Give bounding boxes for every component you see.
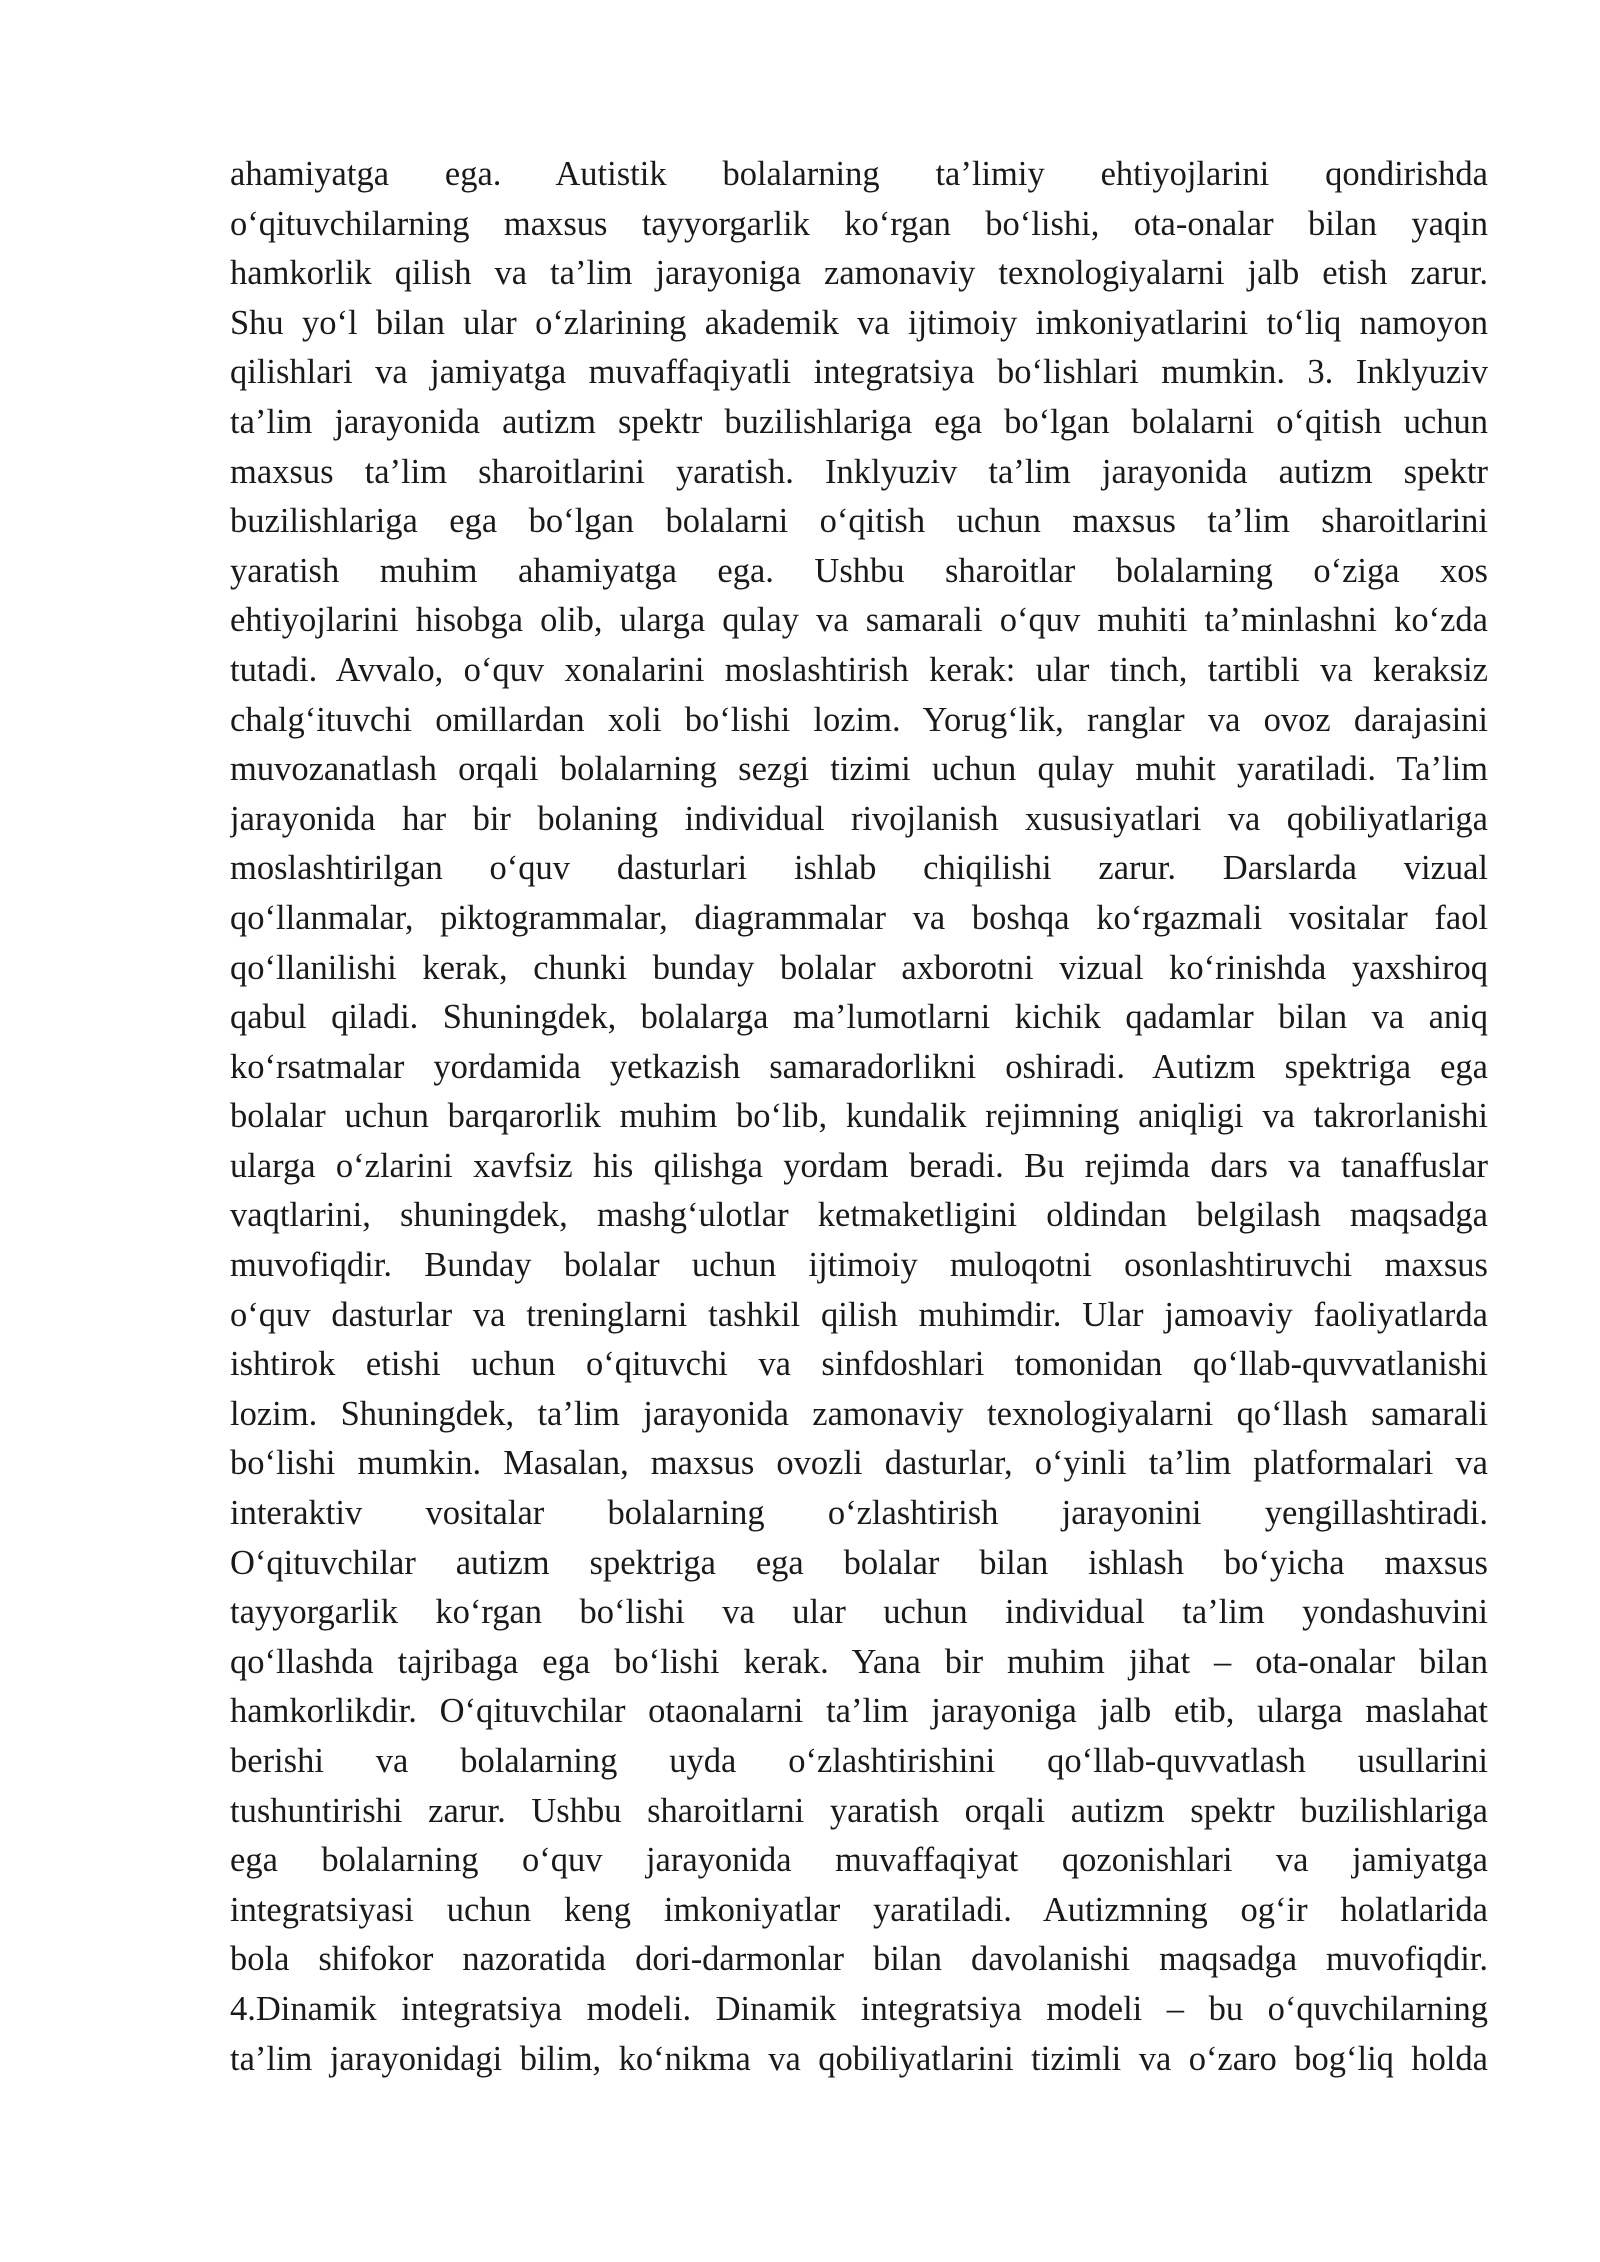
text-line: tushuntirishi zarur. Ushbu sharoitlarni yaratish orqali autizm spektr buzilishlariga bbox=[230, 1791, 1488, 1830]
text-line: muvofiqdir. Bunday bolalar uchun ijtimoiy muloqotni osonlashtiruvchi maxsus bbox=[230, 1246, 1488, 1285]
text-line: qo‘llashda tajribaga ega bo‘lishi kerak. Yana bir muhim jihat – ota-onalar bilan bbox=[230, 1642, 1488, 1681]
text-line: ta’lim jarayonidagi bilim, ko‘nikma va qobiliyatlarini tizimli va o‘zaro bog‘liq holda bbox=[230, 2039, 1488, 2078]
text-line: o‘qituvchilarning maxsus tayyorgarlik ko‘rgan bo‘lishi, ota-onalar bilan yaqin bbox=[230, 204, 1488, 243]
text-line: bo‘lishi mumkin. Masalan, maxsus ovozli dasturlar, o‘yinli ta’lim platformalari va bbox=[230, 1444, 1488, 1483]
text-line: o‘quv dasturlar va treninglarni tashkil qilish muhimdir. Ular jamoaviy faoliyatlarda bbox=[230, 1295, 1488, 1334]
text-line: ega bolalarning o‘quv jarayonida muvaffaqiyat qozonishlari va jamiyatga bbox=[230, 1841, 1488, 1880]
text-line: ko‘rsatmalar yordamida yetkazish samaradorlikni oshiradi. Autizm spektriga ega bbox=[230, 1047, 1488, 1086]
text-line: maxsus ta’lim sharoitlarini yaratish. Inklyuziv ta’lim jarayonida autizm spektr bbox=[230, 452, 1488, 491]
text-line: interaktiv vositalar bolalarning o‘zlashtirish jarayonini yengillashtiradi. bbox=[230, 1494, 1488, 1533]
text-line: jarayonida har bir bolaning individual rivojlanish xususiyatlari va qobiliyatlariga bbox=[230, 799, 1488, 838]
text-line: 4.Dinamik integratsiya modeli. Dinamik integratsiya modeli – bu o‘quvchilarning bbox=[230, 1989, 1488, 2028]
text-line: hamkorlikdir. O‘qituvchilar otaonalarni ta’lim jarayoniga jalb etib, ularga maslahat bbox=[230, 1692, 1488, 1731]
text-line: O‘qituvchilar autizm spektriga ega bolalar bilan ishlash bo‘yicha maxsus bbox=[230, 1543, 1488, 1582]
text-line: moslashtirilgan o‘quv dasturlari ishlab chiqilishi zarur. Darslarda vizual bbox=[230, 849, 1488, 888]
text-line: tayyorgarlik ko‘rgan bo‘lishi va ular uchun individual ta’lim yondashuvini bbox=[230, 1593, 1488, 1632]
text-line: tutadi. Avvalo, o‘quv xonalarini moslashtirish kerak: ular tinch, tartibli va keraksiz bbox=[230, 650, 1488, 689]
text-line: qo‘llanilishi kerak, chunki bunday bolalar axborotni vizual ko‘rinishda yaxshiroq bbox=[230, 948, 1488, 987]
text-line: integratsiyasi uchun keng imkoniyatlar yaratiladi. Autizmning og‘ir holatlarida bbox=[230, 1890, 1488, 1929]
text-line: bolalar uchun barqarorlik muhim bo‘lib, kundalik rejimning aniqligi va takrorlanishi bbox=[230, 1097, 1488, 1136]
text-line: yaratish muhim ahamiyatga ega. Ushbu sharoitlar bolalarning o‘ziga xos bbox=[230, 551, 1488, 590]
text-line: lozim. Shuningdek, ta’lim jarayonida zamonaviy texnologiyalarni qo‘llash samarali bbox=[230, 1394, 1488, 1433]
text-line: muvozanatlash orqali bolalarning sezgi tizimi uchun qulay muhit yaratiladi. Ta’lim bbox=[230, 750, 1488, 789]
text-line: ehtiyojlarini hisobga olib, ularga qulay va samarali o‘quv muhiti ta’minlashni ko‘zda bbox=[230, 601, 1488, 640]
text-line: buzilishlariga ega bo‘lgan bolalarni o‘qitish uchun maxsus ta’lim sharoitlarini bbox=[230, 502, 1488, 541]
text-line: ahamiyatga ega. Autistik bolalarning ta’limiy ehtiyojlarini qondirishda bbox=[230, 155, 1488, 193]
text-line: bola shifokor nazoratida dori-darmonlar bilan davolanishi maqsadga muvofiqdir. bbox=[230, 1940, 1488, 1979]
text-line: chalg‘ituvchi omillardan xoli bo‘lishi lozim. Yorug‘lik, ranglar va ovoz darajasini bbox=[230, 700, 1488, 739]
text-line: Shu yo‘l bilan ular o‘zlarining akademik va ijtimoiy imkoniyatlarini to‘liq namoyon bbox=[230, 303, 1488, 342]
text-line: hamkorlik qilish va ta’lim jarayoniga zamonaviy texnologiyalarni jalb etish zarur. bbox=[230, 254, 1488, 293]
text-line: qo‘llanmalar, piktogrammalar, diagrammalar va boshqa ko‘rgazmali vositalar faol bbox=[230, 898, 1488, 937]
text-line: qabul qiladi. Shuningdek, bolalarga ma’lumotlarni kichik qadamlar bilan va aniq bbox=[230, 998, 1488, 1037]
text-line: ishtirok etishi uchun o‘qituvchi va sinfdoshlari tomonidan qo‘llab-quvvatlanishi bbox=[230, 1345, 1488, 1384]
text-line: ta’lim jarayonida autizm spektr buzilishlariga ega bo‘lgan bolalarni o‘qitish uchun bbox=[230, 402, 1488, 441]
body-text bbox=[230, 150, 1488, 2084]
text-line: berishi va bolalarning uyda o‘zlashtirishini qo‘llab-quvvatlash usullarini bbox=[230, 1742, 1488, 1780]
text-line: qilishlari va jamiyatga muvaffaqiyatli integratsiya bo‘lishlari mumkin. 3. Inklyuziv bbox=[230, 353, 1488, 392]
text-line: vaqtlarini, shuningdek, mashg‘ulotlar ketmaketligini oldindan belgilash maqsadga bbox=[230, 1196, 1488, 1235]
text-line: ularga o‘zlarini xavfsiz his qilishga yordam beradi. Bu rejimda dars va tanaffuslar bbox=[230, 1146, 1488, 1185]
